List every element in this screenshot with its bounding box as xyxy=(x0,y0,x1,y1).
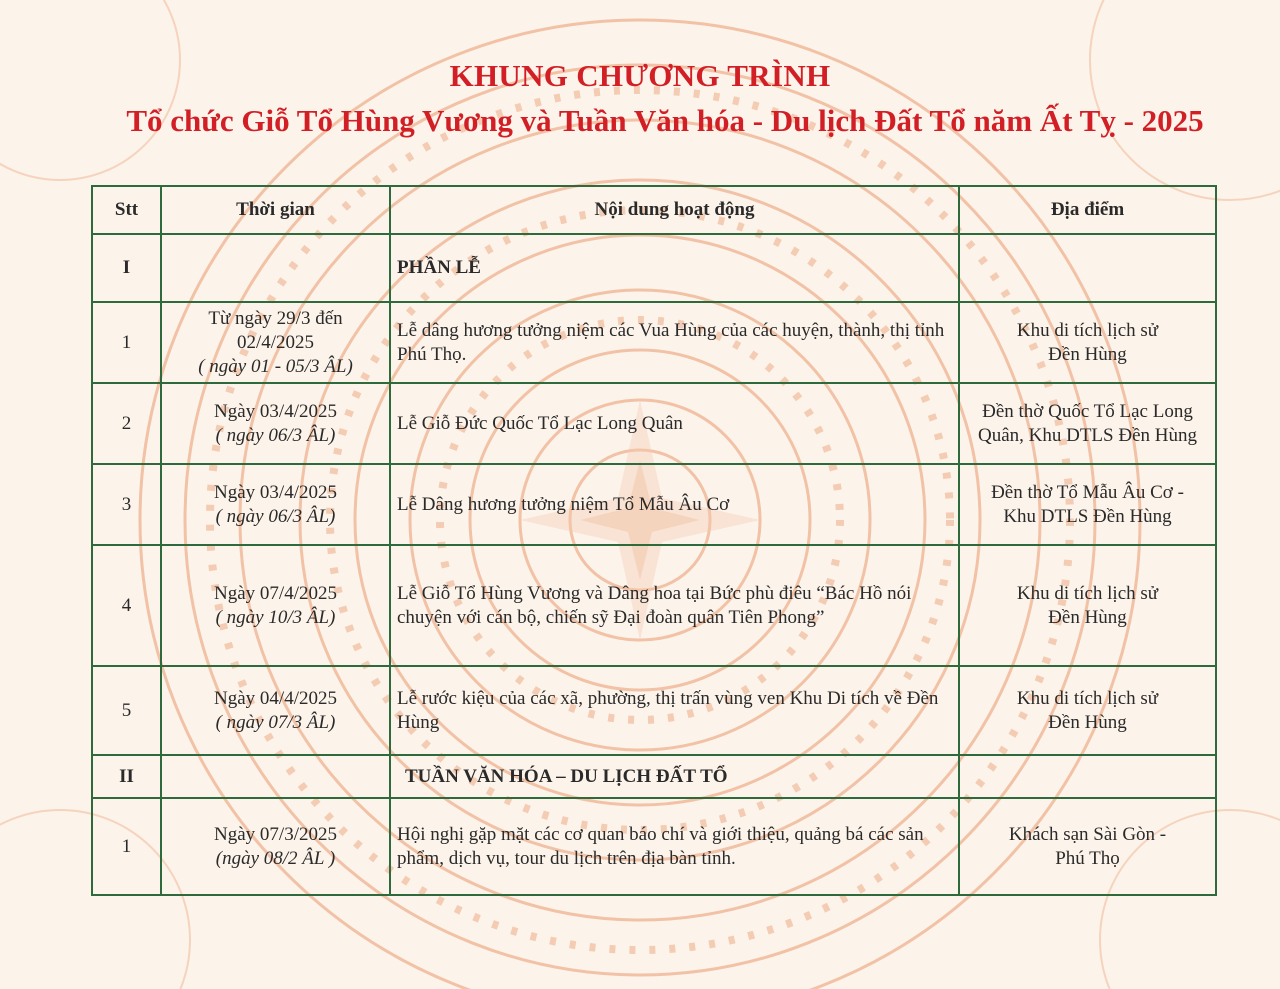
row-number: 5 xyxy=(92,666,161,755)
table-row xyxy=(92,545,1216,666)
row-place: Khu di tích lịch sử Đền Hùng xyxy=(959,666,1216,755)
empty-cell xyxy=(959,755,1216,798)
page-subtitle: Tổ chức Giỗ Tổ Hùng Vương và Tuần Văn hóa - Du lịch Đất Tổ năm Ất Tỵ - 2025 xyxy=(126,103,1204,138)
empty-cell xyxy=(959,234,1216,302)
section-title: TUẦN VĂN HÓA – DU LỊCH ĐẤT TỔ xyxy=(390,755,959,798)
table-row xyxy=(92,798,1216,895)
row-place: Khách sạn Sài Gòn - Phú Thọ xyxy=(959,798,1216,895)
row-time xyxy=(161,545,390,666)
row-time xyxy=(161,464,390,545)
row-number: 2 xyxy=(92,383,161,464)
row-time xyxy=(161,666,390,755)
row-time xyxy=(161,383,390,464)
section-number: I xyxy=(92,234,161,302)
empty-cell xyxy=(161,755,390,798)
row-content: Lễ Dâng hương tưởng niệm Tổ Mẫu Âu Cơ xyxy=(390,464,959,545)
row-place: Đền thờ Quốc Tổ Lạc Long Quân, Khu DTLS Đền Hùng xyxy=(959,383,1216,464)
header-time: Thời gian xyxy=(161,186,390,234)
row-place: Khu di tích lịch sử Đền Hùng xyxy=(959,545,1216,666)
table-row xyxy=(92,302,1216,383)
page-title: KHUNG CHƯƠNG TRÌNH xyxy=(449,58,831,93)
lunar-date: ( ngày 10/3 ÂL) xyxy=(215,606,336,628)
row-time xyxy=(161,302,390,383)
row-number: 1 xyxy=(92,798,161,895)
row-content: Lễ Giỗ Đức Quốc Tổ Lạc Long Quân xyxy=(390,383,959,464)
row-content: Lễ rước kiệu của các xã, phường, thị trấn vùng ven Khu Di tích về Đền Hùng xyxy=(390,666,959,755)
solar-date: Ngày 03/4/2025 xyxy=(214,400,337,422)
row-content: Lễ dâng hương tưởng niệm các Vua Hùng của các huyện, thành, thị tỉnh Phú Thọ. xyxy=(390,302,959,383)
program-table xyxy=(91,185,1217,896)
empty-cell xyxy=(161,234,390,302)
row-content: Lễ Giỗ Tổ Hùng Vương và Dâng hoa tại Bức phù điêu “Bác Hồ nói chuyện với cán bộ, chiến sỹ Đại đoàn quân Tiên Phong” xyxy=(390,545,959,666)
table-header-row xyxy=(92,186,1216,234)
lunar-date: (ngày 08/2 ÂL ) xyxy=(215,847,336,869)
row-number: 4 xyxy=(92,545,161,666)
section-number: II xyxy=(92,755,161,798)
header-content: Nội dung hoạt động xyxy=(390,186,959,234)
table-row xyxy=(92,666,1216,755)
row-number: 3 xyxy=(92,464,161,545)
lunar-date: ( ngày 06/3 ÂL) xyxy=(215,424,336,446)
table-row xyxy=(92,464,1216,545)
row-number: 1 xyxy=(92,302,161,383)
solar-date: Ngày 03/4/2025 xyxy=(214,481,337,503)
header-place: Địa điểm xyxy=(959,186,1216,234)
lunar-date: ( ngày 07/3 ÂL) xyxy=(215,711,336,733)
table-row xyxy=(92,383,1216,464)
lunar-date: ( ngày 01 - 05/3 ÂL) xyxy=(198,355,353,377)
lunar-date: ( ngày 06/3 ÂL) xyxy=(215,505,336,527)
solar-date: Ngày 04/4/2025 xyxy=(214,687,337,709)
section-row xyxy=(92,755,1216,798)
row-content: Hội nghị gặp mặt các cơ quan báo chí và giới thiệu, quảng bá các sản phẩm, dịch vụ, tour du lịch trên địa bàn tỉnh. xyxy=(390,798,959,895)
header-stt: Stt xyxy=(92,186,161,234)
solar-date: Từ ngày 29/3 đến 02/4/2025 xyxy=(208,307,343,353)
row-place: Khu di tích lịch sử Đền Hùng xyxy=(959,302,1216,383)
solar-date: Ngày 07/4/2025 xyxy=(214,582,337,604)
row-time xyxy=(161,798,390,895)
row-place: Đền thờ Tổ Mẫu Âu Cơ - Khu DTLS Đền Hùng xyxy=(959,464,1216,545)
section-row xyxy=(92,234,1216,302)
solar-date: Ngày 07/3/2025 xyxy=(214,823,337,845)
section-title: PHẦN LỄ xyxy=(390,234,959,302)
